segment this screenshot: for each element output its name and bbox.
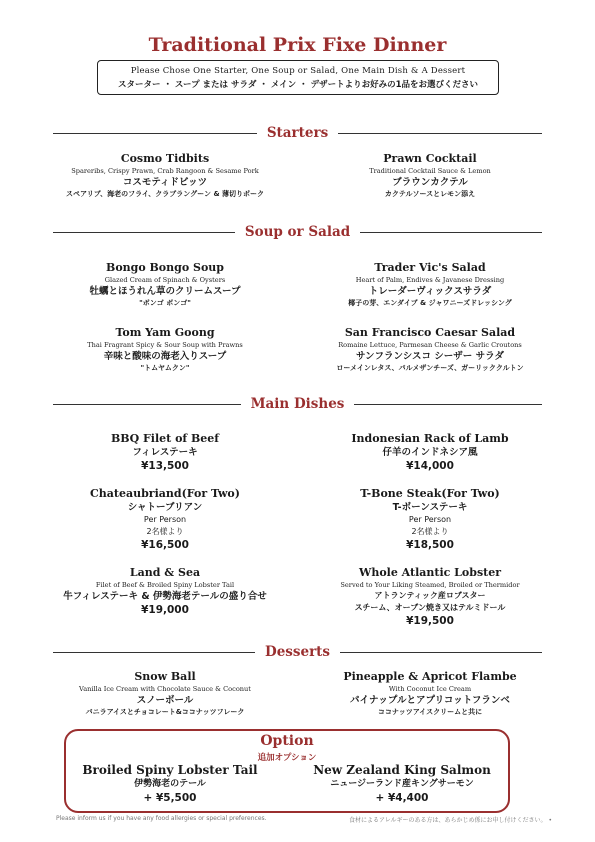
item-price: ¥14,000: [406, 460, 454, 472]
item-name: Bongo Bongo Soup: [106, 261, 224, 274]
item-name: Cosmo Tidbits: [120, 152, 210, 165]
item-name-ja: 辛味と酸味の海老入りスープ: [103, 351, 227, 362]
menu-item: [310, 326, 550, 373]
option-item: [70, 763, 270, 805]
item-description: Glazed Cream of Spinach & Oysters: [104, 276, 226, 284]
intro-box: [97, 60, 499, 95]
menu-item: [45, 432, 285, 473]
item-name-ja: アトランティック産ロブスター: [374, 591, 486, 600]
menu-item: [310, 152, 550, 199]
item-description: Served to Your Liking Steamed, Broiled or Thermidor: [340, 581, 520, 589]
option-box: [64, 729, 510, 813]
item-name: Whole Atlantic Lobster: [358, 566, 502, 579]
item-price: ¥19,500: [406, 615, 454, 627]
item-description: Vanilla Ice Cream with Chocolate Sauce & Coconut: [79, 685, 251, 693]
item-name: Chateaubriand(For Two): [90, 487, 240, 500]
menu-item: [45, 261, 285, 308]
item-name: Prawn Cocktail: [383, 152, 477, 165]
intro-english: Please Chose One Starter, One Soup or Salad, One Main Dish & A Dessert: [130, 66, 466, 76]
item-name: Indonesian Rack of Lamb: [351, 432, 509, 445]
section-desserts: [53, 642, 542, 662]
menu-item: [310, 566, 550, 628]
divider-line: [53, 133, 257, 134]
item-name: Broiled Spiny Lobster Tail: [82, 763, 258, 777]
item-name: BBQ Filet of Beef: [110, 432, 219, 445]
section-title: Desserts: [264, 644, 331, 660]
item-description: With Coconut Ice Cream: [388, 685, 472, 693]
divider-line: [53, 404, 241, 405]
section-main-dishes: [53, 394, 542, 414]
item-price: ¥18,500: [406, 539, 454, 551]
item-description: Traditional Cocktail Sauce & Lemon: [369, 167, 491, 175]
divider-line: [53, 232, 235, 233]
divider-line: [53, 652, 255, 653]
section-title: Starters: [266, 125, 329, 141]
item-name-ja: トレーダーヴィックスサラダ: [368, 286, 492, 297]
item-description-ja: "トムヤムクン": [140, 364, 190, 372]
item-name: New Zealand King Salmon: [313, 763, 491, 777]
item-note-ja: 2名様より: [146, 527, 184, 536]
item-description: Romaine Lettuce, Parmesan Cheese & Garlic Croutons: [338, 341, 522, 349]
item-price: ¥19,000: [141, 604, 189, 616]
divider-line: [360, 232, 542, 233]
item-price: ¥13,500: [141, 460, 189, 472]
item-name-ja: 牡蠣とほうれん草のクリームスープ: [89, 286, 241, 297]
item-description-ja: バニラアイスとチョコレート&ココナッツフレーク: [85, 708, 245, 716]
item-description-ja: ココナッツアイスクリームと共に: [377, 708, 483, 716]
option-title: Option: [260, 733, 314, 749]
item-name-ja: ニュージーランド産キングサーモン: [330, 779, 474, 789]
item-description-ja: ローメインレタス、パルメザンチーズ、ガーリッククルトン: [336, 364, 524, 372]
item-name-ja: 仔羊のインドネシア風: [382, 447, 478, 458]
section-starters: [53, 123, 542, 143]
menu-item: [45, 152, 285, 199]
item-name: San Francisco Caesar Salad: [344, 326, 516, 339]
footer-note-japanese: 食材によるアレルギーのある方は、あらかじめ係にお申し付けください。 •: [348, 817, 552, 824]
item-price: + ¥5,500: [143, 792, 197, 804]
menu-item: [45, 670, 285, 717]
item-description: Spareribs, Crispy Prawn, Crab Rangoon & Sesame Pork: [71, 167, 259, 175]
item-name: Pineapple & Apricot Flambe: [343, 670, 517, 683]
menu-item: [310, 432, 550, 473]
section-title: Main Dishes: [250, 396, 345, 412]
menu-item: [45, 566, 285, 617]
item-name: Land & Sea: [129, 566, 201, 579]
item-name: T-Bone Steak(For Two): [360, 487, 500, 500]
item-name-ja: フィレステーキ: [132, 447, 198, 458]
item-name-ja: シャトーブリアン: [127, 502, 203, 513]
item-description: Filet of Beef & Broiled Spiny Lobster Tail: [95, 581, 235, 589]
item-name-ja: 伊勢海老のテール: [134, 779, 206, 789]
page-title: Traditional Prix Fixe Dinner: [148, 34, 447, 56]
item-description-ja: スペアリブ、海老のフライ、クラブラングーン & 薄切りポーク: [65, 190, 265, 198]
footer-note-english: Please inform us if you have any food allergies or special preferences.: [56, 815, 267, 822]
item-description-ja: "ボンゴ ボンゴ": [139, 299, 191, 307]
item-name-ja: パイナップルとアプリコットフランベ: [350, 695, 510, 706]
menu-item: [45, 487, 285, 552]
item-description-ja: カクテルソースとレモン添え: [384, 190, 476, 198]
item-name: Trader Vic's Salad: [374, 261, 486, 274]
item-name: Tom Yam Goong: [115, 326, 215, 339]
item-name: Snow Ball: [134, 670, 196, 683]
item-price: ¥16,500: [141, 539, 189, 551]
item-name-ja: T-ボーンステーキ: [392, 502, 468, 513]
item-name-ja: 牛フィレステーキ & 伊勢海老テールの盛り合せ: [63, 591, 267, 602]
item-note: Per Person: [143, 515, 187, 524]
item-name-ja: サンフランシスコ シーザー サラダ: [355, 351, 505, 362]
menu-item: [310, 670, 550, 717]
item-price: + ¥4,400: [375, 792, 429, 804]
menu-item: [310, 261, 550, 308]
divider-line: [338, 133, 542, 134]
item-description-ja: 椰子の芽、エンダイブ & ジャワニーズドレッシング: [348, 299, 512, 307]
item-description: Thai Fragrant Spicy & Sour Soup with Prawns: [87, 341, 243, 349]
item-name-ja: ブラウンカクテル: [392, 177, 468, 188]
menu-item: [45, 326, 285, 373]
item-note-ja: 2名様より: [411, 527, 449, 536]
section-title: Soup or Salad: [244, 224, 351, 240]
divider-line: [354, 404, 542, 405]
section-soup-salad: [53, 222, 542, 242]
item-name-ja: コスモティドビッツ: [122, 177, 208, 188]
item-description-ja: スチーム、オーブン焼き又はテルミドール: [354, 603, 506, 612]
divider-line: [340, 652, 542, 653]
option-subtitle: 追加オプション: [257, 753, 317, 763]
menu-item: [310, 487, 550, 552]
intro-japanese: スターター ・ スープ または サラダ ・ メイン ・ デザートよりお好みの1品をお選びください: [118, 80, 478, 90]
option-item: [302, 763, 502, 805]
item-note: Per Person: [408, 515, 452, 524]
item-description: Heart of Palm, Endives & Javanese Dressing: [355, 276, 505, 284]
item-name-ja: スノーボール: [136, 695, 194, 706]
